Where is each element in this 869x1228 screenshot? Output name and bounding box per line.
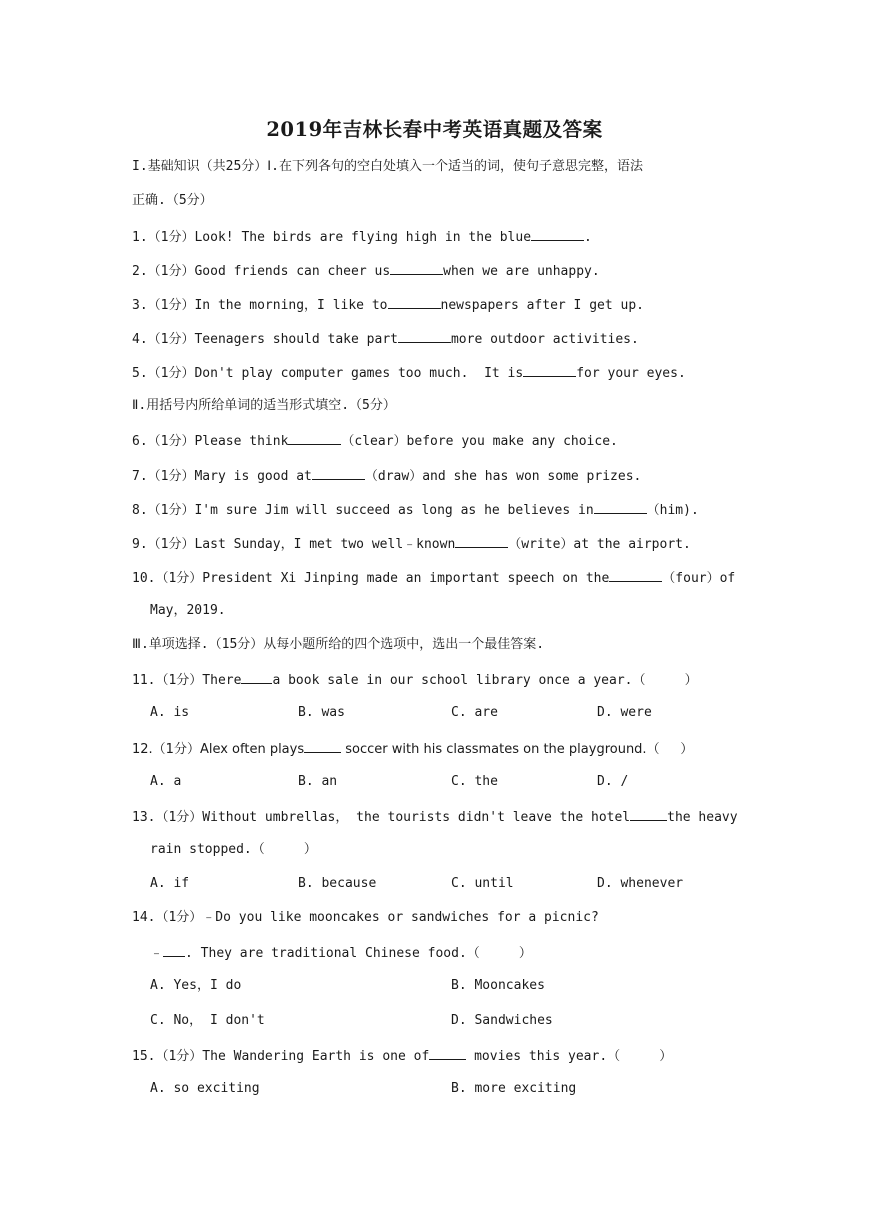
option-a: A. a: [150, 774, 182, 789]
question-text-after: （him).: [646, 503, 699, 518]
question-text: 10.（1分）President Xi Jinping made an important speech on the: [132, 571, 610, 586]
answer-blank: [388, 294, 441, 309]
answer-blank: [288, 430, 341, 445]
question-13-cont: rain stopped.（ ）: [150, 842, 317, 857]
option-c: C. the: [451, 774, 498, 789]
question-text-after: . They are traditional Chinese food.（ ）: [185, 946, 532, 961]
question-text-after: （write）at the airport.: [508, 537, 691, 552]
answer-blank: [163, 942, 185, 957]
question-text: 11.（1分）There: [132, 673, 242, 688]
option-b: B. because: [298, 876, 377, 891]
question-text-after: （draw）and she has won some prizes.: [364, 469, 642, 484]
option-b: B. was: [298, 705, 345, 720]
option-d: D. were: [597, 705, 652, 720]
question-8: [132, 499, 699, 519]
question-text-after: for your eyes.: [576, 366, 686, 381]
option-a: A. Yes，I do: [150, 978, 242, 993]
answer-blank: [531, 226, 584, 241]
question-14-reply: [150, 942, 532, 962]
option-d: D. Sandwiches: [451, 1013, 553, 1028]
answer-blank: [398, 328, 451, 343]
question-text-after: a book sale in our school library once a year.（ ）: [272, 673, 698, 688]
question-text-after: soccer with his classmates on the playground.（ ）: [341, 742, 694, 757]
answer-blank: [594, 499, 647, 514]
question-text-after: when we are unhappy.: [443, 264, 600, 279]
question-9: [132, 533, 691, 553]
answer-blank: [609, 567, 662, 582]
section-3-heading: Ⅲ.单项选择.（15分）从每小题所给的四个选项中，选出一个最佳答案.: [132, 637, 545, 652]
option-b: B. more exciting: [451, 1081, 577, 1096]
option-c: C. until: [451, 876, 514, 891]
answer-blank: [390, 260, 443, 275]
question-text: 7.（1分）Mary is good at: [132, 469, 312, 484]
question-text: 8.（1分）I'm sure Jim will succeed as long as he believes in: [132, 503, 594, 518]
question-6: [132, 430, 618, 450]
question-11: [132, 669, 698, 689]
option-d: D. /: [597, 774, 629, 789]
option-b: B. Mooncakes: [451, 978, 545, 993]
option-d: D. whenever: [597, 876, 684, 891]
section-1-heading-cont: 正确.（5分）: [132, 193, 213, 208]
option-c: C. No， I don't: [150, 1013, 265, 1028]
answer-blank: [312, 465, 365, 480]
answer-blank: [630, 806, 667, 821]
question-text: 4.（1分）Teenagers should take part: [132, 332, 398, 347]
question-5: [132, 362, 686, 382]
option-c: C. are: [451, 705, 498, 720]
answer-blank: [523, 362, 576, 377]
question-text: 6.（1分）Please think: [132, 434, 289, 449]
option-b: B. an: [298, 774, 338, 789]
question-text-after: the heavy: [667, 810, 738, 825]
section-1-heading: I.基础知识（共25分）Ⅰ.在下列各句的空白处填入一个适当的词，使句子意思完整，语法: [132, 159, 643, 174]
section-2-heading: Ⅱ.用括号内所给单词的适当形式填空.（5分）: [132, 398, 396, 413]
question-13: [132, 806, 738, 826]
question-12: [132, 738, 693, 758]
question-10-cont: May，2019.: [150, 603, 226, 618]
question-text-after: （four）of: [662, 571, 736, 586]
question-text-after: .: [584, 230, 592, 245]
option-a: A. so exciting: [150, 1081, 260, 1096]
dash: ﹣: [150, 946, 164, 961]
question-text: 1.（1分）Look! The birds are flying high in the blue: [132, 230, 532, 245]
answer-blank: [241, 669, 272, 684]
question-text: 12.（1分）Alex often plays: [132, 742, 305, 757]
question-text: 9.（1分）Last Sunday，I met two well﹣known: [132, 537, 456, 552]
option-a: A. is: [150, 705, 190, 720]
question-text: 13.（1分）Without umbrellas， the tourists didn't leave the hotel: [132, 810, 631, 825]
option-a: A. if: [150, 876, 190, 891]
question-3: [132, 294, 644, 314]
question-4: [132, 328, 639, 348]
question-14: 14.（1分）﹣Do you like mooncakes or sandwiches for a picnic?: [132, 910, 599, 925]
question-text-after: more outdoor activities.: [450, 332, 639, 347]
question-text: 3.（1分）In the morning，I like to: [132, 298, 388, 313]
answer-blank: [429, 1045, 466, 1060]
question-15: [132, 1045, 672, 1065]
question-text: 2.（1分）Good friends can cheer us: [132, 264, 391, 279]
question-text: 15.（1分）The Wandering Earth is one of: [132, 1049, 430, 1064]
question-1: [132, 226, 592, 246]
question-2: [132, 260, 600, 280]
answer-blank: [304, 738, 341, 753]
question-text-after: （clear）before you make any choice.: [341, 434, 618, 449]
question-7: [132, 465, 641, 485]
answer-blank: [455, 533, 508, 548]
page-title: 2019年吉林长春中考英语真题及答案: [266, 118, 603, 141]
question-text-after: movies this year.（ ）: [466, 1049, 673, 1064]
question-10: [132, 567, 735, 587]
question-text-after: newspapers after I get up.: [440, 298, 644, 313]
question-text: 5.（1分）Don't play computer games too much. It is: [132, 366, 524, 381]
